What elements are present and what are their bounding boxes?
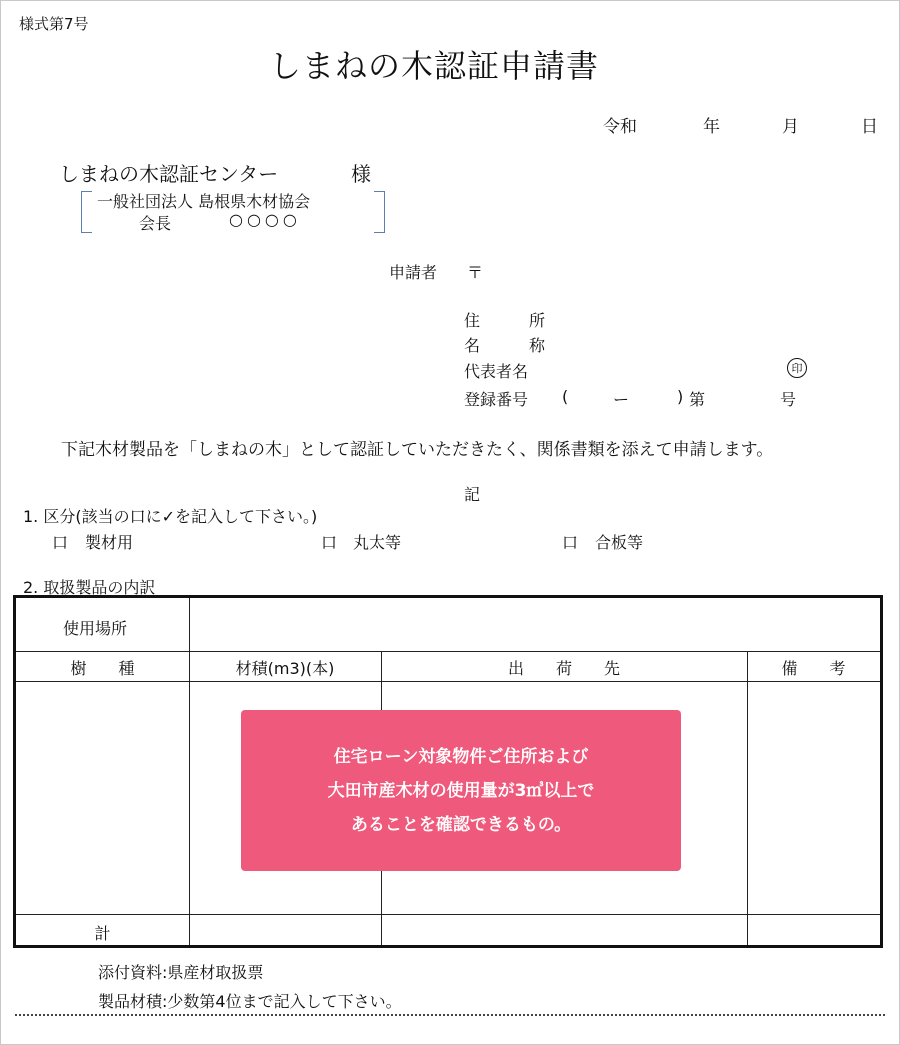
name-label-part1: 名 bbox=[464, 336, 481, 355]
notice-line: 住宅ローン対象物件ご住所および bbox=[333, 746, 589, 767]
registration-dash: ー bbox=[613, 390, 630, 409]
addressee-name: しまねの木認証センター bbox=[59, 162, 279, 186]
registration-open-paren: ( bbox=[562, 387, 569, 406]
table-divider bbox=[16, 681, 880, 682]
registration-label: 登録番号 bbox=[464, 390, 529, 409]
column-header-remarks: 備 考 bbox=[781, 659, 846, 678]
column-header-species: 樹 種 bbox=[70, 659, 135, 678]
column-header-destination: 出 荷 先 bbox=[507, 659, 620, 678]
volume-note: 製品材積:少数第4位まで記入して下さい。 bbox=[98, 992, 402, 1011]
option-label-lumber: 製材用 bbox=[85, 533, 134, 552]
section2-heading: 2. 取扱製品の内訳 bbox=[23, 578, 156, 597]
addressee-honorific: 様 bbox=[351, 162, 371, 186]
attachments-note: 添付資料:県産材取扱票 bbox=[98, 963, 264, 982]
option-label-plywood: 合板等 bbox=[595, 533, 644, 552]
notice-line: 大田市産木材の使用量が3㎥以上で bbox=[327, 780, 595, 801]
registration-close-paren: ) bbox=[677, 387, 684, 406]
checkbox-plywood[interactable]: 口 bbox=[562, 533, 579, 552]
postal-mark: 〒 bbox=[467, 263, 484, 282]
notice-overlay bbox=[241, 710, 681, 871]
table-divider bbox=[16, 651, 880, 652]
table-divider bbox=[16, 914, 880, 915]
organization-name: 一般社団法人 島根県木材協会 bbox=[97, 192, 311, 211]
usage-place-label: 使用場所 bbox=[63, 619, 128, 638]
registration-number-label: 第 bbox=[689, 390, 706, 409]
record-mark: 記 bbox=[464, 485, 481, 504]
organization-role: 会長 bbox=[139, 214, 172, 233]
bracket-left bbox=[81, 191, 92, 233]
address-label-part2: 所 bbox=[529, 311, 546, 330]
registration-suffix: 号 bbox=[780, 390, 797, 409]
organization-person: ○○○○ bbox=[229, 210, 301, 229]
date-era: 令和 bbox=[603, 117, 637, 137]
name-label-part2: 称 bbox=[529, 336, 546, 355]
representative-label: 代表者名 bbox=[464, 362, 529, 381]
table-divider bbox=[747, 651, 748, 945]
date-year: 年 bbox=[703, 117, 720, 137]
table-divider bbox=[189, 598, 190, 945]
checkbox-logs[interactable]: 口 bbox=[321, 533, 338, 552]
bracket-right bbox=[374, 191, 385, 233]
cut-line bbox=[15, 1014, 885, 1016]
form-number: 様式第7号 bbox=[19, 15, 89, 33]
notice-line: あることを確認できるもの。 bbox=[350, 814, 572, 835]
total-label: 計 bbox=[94, 924, 111, 943]
option-label-logs: 丸太等 bbox=[353, 533, 402, 552]
section1-heading: 1. 区分(該当の口に✓を記入して下さい。) bbox=[23, 507, 318, 526]
address-label-part1: 住 bbox=[464, 311, 481, 330]
date-month: 月 bbox=[782, 117, 799, 137]
checkbox-lumber[interactable]: 口 bbox=[52, 533, 69, 552]
applicant-label: 申請者 bbox=[389, 263, 438, 282]
column-header-volume: 材積(m3)(本) bbox=[235, 659, 335, 678]
date-day: 日 bbox=[861, 117, 878, 137]
request-sentence: 下記木材製品を「しまねの木」として認証していただきたく、関係書類を添えて申請します。 bbox=[61, 440, 774, 460]
page-title: しまねの木認証申請書 bbox=[268, 47, 599, 85]
seal-mark: 印 bbox=[787, 358, 807, 378]
